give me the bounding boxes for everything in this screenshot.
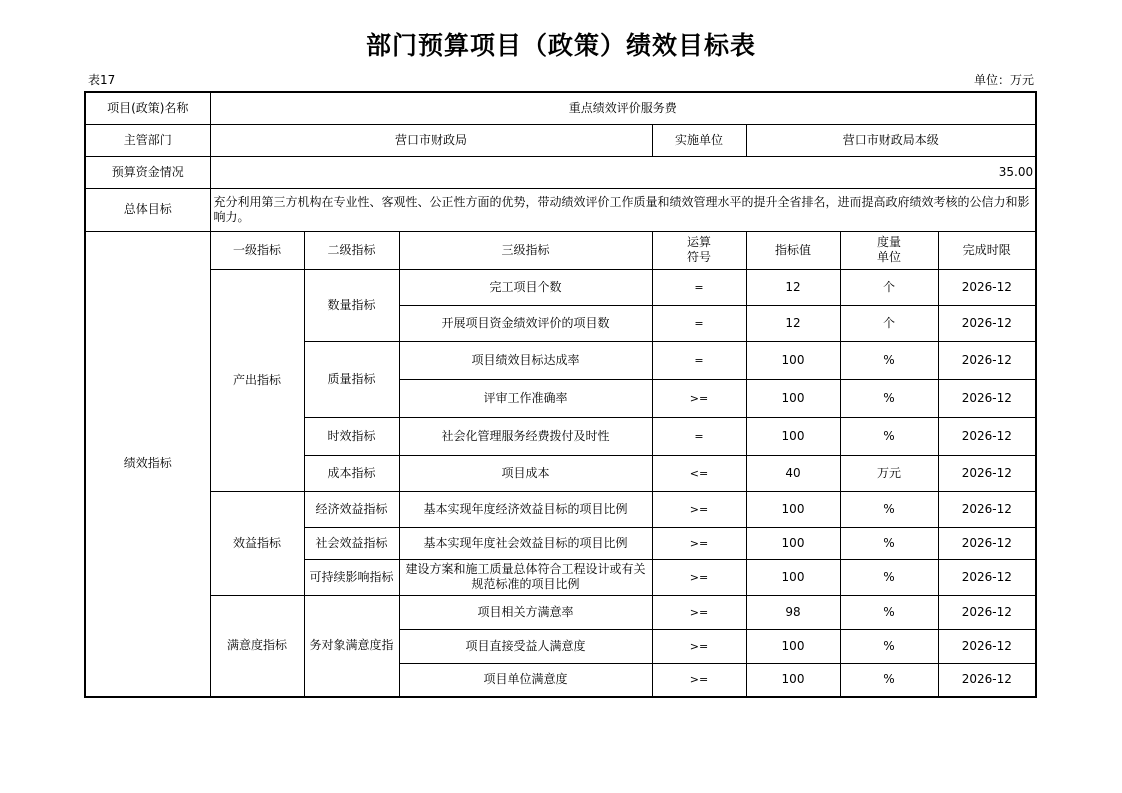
- sub-quality: 质量指标: [304, 341, 399, 417]
- impl-value: 营口市财政局本级: [746, 124, 1036, 156]
- sub-economic: 经济效益指标: [304, 491, 399, 527]
- row-time: 2026-12: [938, 379, 1036, 417]
- row-time: 2026-12: [938, 595, 1036, 629]
- row-op: <=: [652, 455, 746, 491]
- project-name-label: 项目(政策)名称: [85, 92, 210, 124]
- row-op: >=: [652, 595, 746, 629]
- row-name: 建设方案和施工质量总体符合工程设计或有关规范标准的项目比例: [399, 559, 652, 595]
- row-op: >=: [652, 527, 746, 559]
- row-name: 评审工作准确率: [399, 379, 652, 417]
- impl-label: 实施单位: [652, 124, 746, 156]
- row-val: 100: [746, 491, 840, 527]
- row-op: =: [652, 269, 746, 305]
- row-name: 项目相关方满意率: [399, 595, 652, 629]
- header-l2: 二级指标: [304, 231, 399, 269]
- row-val: 40: [746, 455, 840, 491]
- table-number: 表17: [88, 73, 116, 87]
- row-op: =: [652, 341, 746, 379]
- row-val: 98: [746, 595, 840, 629]
- row-unit: %: [840, 491, 938, 527]
- row-name: 项目成本: [399, 455, 652, 491]
- row-unit: %: [840, 379, 938, 417]
- row-op: =: [652, 305, 746, 341]
- row-name: 项目直接受益人满意度: [399, 629, 652, 663]
- row-time: 2026-12: [938, 491, 1036, 527]
- sub-sustainable: 可持续影响指标: [304, 559, 399, 595]
- row-unit: 万元: [840, 455, 938, 491]
- row-time: 2026-12: [938, 455, 1036, 491]
- header-unit: 度量 单位: [840, 231, 938, 269]
- row-val: 100: [746, 379, 840, 417]
- row-val: 100: [746, 629, 840, 663]
- row-time: 2026-12: [938, 341, 1036, 379]
- sub-quantity: 数量指标: [304, 269, 399, 341]
- budget-value: 35.00: [210, 156, 1036, 188]
- sub-cost: 成本指标: [304, 455, 399, 491]
- row-name: 项目单位满意度: [399, 663, 652, 697]
- row-time: 2026-12: [938, 527, 1036, 559]
- performance-goal-table: [84, 91, 1037, 698]
- table-row: [85, 491, 1036, 527]
- row-val: 100: [746, 417, 840, 455]
- row-val: 100: [746, 559, 840, 595]
- row-name: 项目绩效目标达成率: [399, 341, 652, 379]
- unit-label: 单位：万元: [973, 73, 1034, 87]
- row-time: 2026-12: [938, 417, 1036, 455]
- row-unit: %: [840, 663, 938, 697]
- row-time: 2026-12: [938, 305, 1036, 341]
- sub-social: 社会效益指标: [304, 527, 399, 559]
- sub-timeliness: 时效指标: [304, 417, 399, 455]
- row-unit: %: [840, 341, 938, 379]
- dept-label: 主管部门: [85, 124, 210, 156]
- perf-label: 绩效指标: [85, 231, 210, 697]
- row-name: 完工项目个数: [399, 269, 652, 305]
- header-val: 指标值: [746, 231, 840, 269]
- header-l3: 三级指标: [399, 231, 652, 269]
- row-name: 开展项目资金绩效评价的项目数: [399, 305, 652, 341]
- group-benefit: 效益指标: [210, 491, 304, 595]
- row-val: 100: [746, 663, 840, 697]
- row-op: >=: [652, 491, 746, 527]
- row-time: 2026-12: [938, 629, 1036, 663]
- row-unit: %: [840, 559, 938, 595]
- table-row: [85, 595, 1036, 629]
- row-time: 2026-12: [938, 663, 1036, 697]
- row-op: >=: [652, 629, 746, 663]
- row-val: 100: [746, 527, 840, 559]
- row-name: 基本实现年度社会效益目标的项目比例: [399, 527, 652, 559]
- dept-value: 营口市财政局: [210, 124, 652, 156]
- table-row: [85, 269, 1036, 305]
- group-satisfaction: 满意度指标: [210, 595, 304, 697]
- row-time: 2026-12: [938, 269, 1036, 305]
- row-op: =: [652, 417, 746, 455]
- page-title: 部门预算项目（政策）绩效目标表: [365, 31, 756, 60]
- header-time: 完成时限: [938, 231, 1036, 269]
- sub-service: 务对象满意度指: [304, 595, 399, 697]
- row-op: >=: [652, 379, 746, 417]
- row-unit: %: [840, 417, 938, 455]
- row-op: >=: [652, 559, 746, 595]
- group-output: 产出指标: [210, 269, 304, 491]
- header-op: 运算 符号: [652, 231, 746, 269]
- row-name: 社会化管理服务经费拨付及时性: [399, 417, 652, 455]
- goal-text: 充分利用第三方机构在专业性、客观性、公正性方面的优势，带动绩效评价工作质量和绩效管理水平的提升全省排名，进而提高政府绩效考核的公信力和影响力。: [210, 188, 1036, 231]
- budget-label: 预算资金情况: [85, 156, 210, 188]
- row-unit: %: [840, 527, 938, 559]
- project-name-value: 重点绩效评价服务费: [210, 92, 1036, 124]
- row-time: 2026-12: [938, 559, 1036, 595]
- row-unit: 个: [840, 269, 938, 305]
- row-val: 12: [746, 269, 840, 305]
- row-op: >=: [652, 663, 746, 697]
- row-name: 基本实现年度经济效益目标的项目比例: [399, 491, 652, 527]
- row-val: 12: [746, 305, 840, 341]
- goal-label: 总体目标: [85, 188, 210, 231]
- row-unit: 个: [840, 305, 938, 341]
- row-unit: %: [840, 629, 938, 663]
- row-unit: %: [840, 595, 938, 629]
- header-l1: 一级指标: [210, 231, 304, 269]
- row-val: 100: [746, 341, 840, 379]
